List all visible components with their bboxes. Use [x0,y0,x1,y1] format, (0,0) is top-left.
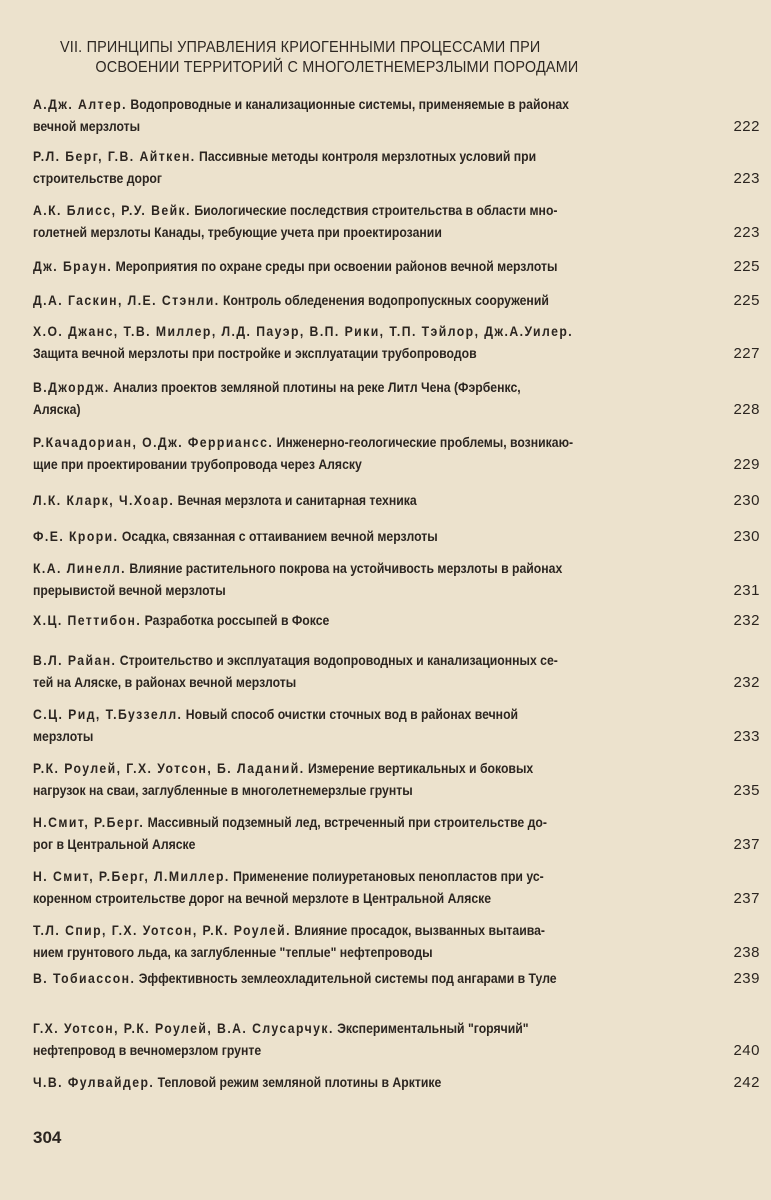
entry-title-part-1: Измерение вертикальных и боковых [307,761,534,776]
entry-title-part-2: строительстве дорог [33,171,162,186]
entry-first-line [33,146,536,168]
toc-entry [33,256,760,278]
entry-title-part-1: Осадка, связанная с оттаиванием вечной мерзлоты [121,529,438,544]
entry-title-part-1: Экспериментальный "горячий" [337,1021,529,1036]
toc-entry [33,758,760,802]
entry-first-line [33,1018,529,1040]
entry-first-line [33,920,545,942]
entry-title-part-2: голетней мерзлоты Канады, требующие учета при проектирозании [33,225,442,240]
entry-page-number: 240 [733,1042,760,1059]
entry-first-line [33,321,573,343]
entry-authors: Р.К. Роулей, Г.Х. Уотсон, Б. Ладаний. [33,761,305,776]
entry-authors: Р.Качадориан, О.Дж. Ферриансс. [33,435,274,450]
entry-title-part-1: Биологические последствия строительства в области мно- [194,203,558,218]
entry-line [33,610,760,632]
entry-first-line [33,866,544,888]
entry-title-part-1: Инженерно-геологические проблемы, возникаю- [276,435,574,450]
entry-page-number: 225 [733,258,760,275]
entry-line [33,321,760,343]
entry-line [33,704,760,726]
entry-first-line [33,1072,441,1094]
entry-page-number: 229 [733,456,760,473]
entry-first-line [33,200,557,222]
entry-page-number: 242 [733,1074,760,1091]
toc-entry [33,490,760,512]
section-heading [60,38,665,78]
entry-first-line [33,290,549,312]
entry-page-number: 233 [733,728,760,745]
entry-authors: В.Л. Райан. [33,653,117,668]
toc-entry [33,94,760,138]
entry-page-number: 237 [733,890,760,907]
entry-title-part-1: Строительство и эксплуатация водопроводных и канализационных се- [119,653,558,668]
entry-line [33,920,760,942]
entry-line [33,942,760,964]
entry-page-number: 227 [733,345,760,362]
toc-entry [33,526,760,548]
entry-authors: Д.А. Гаскин, Л.Е. Стэнли. [33,293,220,308]
entry-title-part-2: щие при проектировании трубопровода через Аляску [33,457,362,472]
entry-title-part-2: Аляска) [33,402,81,417]
entry-line [33,580,760,602]
entry-title-part-2: нагрузок на сваи, заглубленные в многолетнемерзлые грунты [33,783,413,798]
entry-line [33,94,760,116]
toc-entry [33,377,760,421]
entry-page-number: 223 [733,224,760,241]
section-title-line-1: VII. ПРИНЦИПЫ УПРАВЛЕНИЯ КРИОГЕННЫМИ ПРОЦЕССАМИ ПРИ [60,39,541,56]
entry-first-line [33,432,573,454]
entry-authors: В.Джордж. [33,380,110,395]
entry-authors: Т.Л. Спир, Г.Х. Уотсон, Р.К. Роулей. [33,923,291,938]
entry-page-number: 230 [733,492,760,509]
entry-line [33,650,760,672]
entry-title-part-1: Контроль обледенения водопропускных сооружений [222,293,549,308]
entry-authors: Л.К. Кларк, Ч.Хоар. [33,493,175,508]
entry-title-part-1: Влияние растительного покрова на устойчивость мерзлоты в районах [129,561,563,576]
entry-authors: Н.Смит, Р.Берг. [33,815,145,830]
toc-entry [33,968,760,990]
entry-line [33,526,760,548]
entry-line [33,558,760,580]
entry-line [33,812,760,834]
entry-first-line [33,610,329,632]
entry-title-part-2: нием грунтового льда, ка заглубленные "теплые" нефтепроводы [33,945,433,960]
entry-first-line [33,526,438,548]
entry-title-part-1: Тепловой режим земляной плотины в Арктике [157,1075,442,1090]
entry-line [33,399,760,421]
entry-title-part-1: Мероприятия по охране среды при освоении районов вечной мерзлоты [115,259,558,274]
toc-entry [33,290,760,312]
entry-title-part-1: Применение полиуретановых пенопластов при ус- [233,869,544,884]
toc-entry [33,812,760,856]
entry-first-line [33,968,557,990]
entry-authors: Х.О. Джанс, Т.В. Миллер, Л.Д. Пауэр, В.П. Рики, Т.П. Тэйлор, Дж.А.Уилер. [33,324,574,339]
entry-line [33,672,760,694]
entry-line [33,758,760,780]
toc-entry [33,920,760,964]
entry-title-part-1: Водопроводные и канализационные системы, применяемые в районах [130,97,569,112]
entry-page-number: 225 [733,292,760,309]
entry-authors: Ч.В. Фулвайдер. [33,1075,155,1090]
page-number: 304 [33,1128,62,1147]
entry-title-part-2: прерывистой вечной мерзлоты [33,583,226,598]
toc-entry [33,200,760,244]
entry-line [33,290,760,312]
toc-entry [33,558,760,602]
entry-authors: В. Тобиассон. [33,971,136,986]
entry-line [33,1040,760,1062]
toc-entry [33,146,760,190]
entry-line [33,343,760,365]
entry-title-part-2: мерзлоты [33,729,94,744]
entry-page-number: 230 [733,528,760,545]
entry-page-number: 238 [733,944,760,961]
entry-title-part-1: Пассивные методы контроля мерзлотных условий при [199,149,537,164]
toc-entry [33,1018,760,1062]
entry-title-part-1: Массивный подземный лед, встреченный при строительстве до- [147,815,547,830]
entry-page-number: 237 [733,836,760,853]
entry-title-part-2: коренном строительстве дорог на вечной мерзлоте в Центральной Аляске [33,891,492,906]
entry-line [33,780,760,802]
toc-entry [33,321,760,365]
entry-first-line [33,558,562,580]
entry-line [33,888,760,910]
entry-title-part-2: рог в Центральной Аляске [33,837,196,852]
entry-first-line [33,490,417,512]
entry-title-part-1: Эффективность землеохладительной системы под ангарами в Туле [138,971,557,986]
entry-line [33,1072,760,1094]
entry-page-number: 235 [733,782,760,799]
entry-first-line [33,812,547,834]
entry-line [33,866,760,888]
entry-first-line [33,377,521,399]
entry-first-line [33,758,533,780]
entry-line [33,377,760,399]
entry-authors: А.К. Блисс, Р.У. Вейк. [33,203,191,218]
entry-line [33,432,760,454]
toc-entry [33,650,760,694]
entry-authors: Х.Ц. Петтибон. [33,613,142,628]
entry-line [33,200,760,222]
entry-first-line [33,704,518,726]
entry-first-line [33,650,558,672]
entry-page-number: 232 [733,612,760,629]
entry-line [33,256,760,278]
entry-line [33,168,760,190]
entry-title-part-1: Разработка россыпей в Фоксе [144,613,330,628]
entry-authors: С.Ц. Рид, Т.Буззелл. [33,707,183,722]
entry-line [33,726,760,748]
entry-page-number: 228 [733,401,760,418]
entry-title-part-2: вечной мерзлоты [33,119,141,134]
entry-page-number: 232 [733,674,760,691]
entry-first-line [33,94,569,116]
entry-authors: К.А. Линелл. [33,561,127,576]
entry-line [33,222,760,244]
entry-authors: Н. Смит, Р.Берг, Л.Миллер. [33,869,230,884]
entry-title-part-1: Новый способ очистки сточных вод в районах вечной [185,707,519,722]
section-title-line-2: ОСВОЕНИИ ТЕРРИТОРИЙ С МНОГОЛЕТНЕМЕРЗЛЫМИ ПОРОДАМИ [95,59,579,76]
entry-title-part-2: Защита вечной мерзлоты при постройке и эксплуатации трубопроводов [33,346,477,361]
entry-line [33,1018,760,1040]
entry-authors: Р.Л. Берг, Г.В. Айткен. [33,149,196,164]
entry-line [33,834,760,856]
entry-title-part-2: нефтепровод в вечномерзлом грунте [33,1043,262,1058]
toc-entry [33,432,760,476]
entry-line [33,454,760,476]
entry-page-number: 222 [733,118,760,135]
entry-authors: Г.Х. Уотсон, Р.К. Роулей, В.А. Слусарчук. [33,1021,334,1036]
toc-entry [33,704,760,748]
entry-title-part-1: Влияние просадок, вызванных вытаива- [294,923,545,938]
entry-line [33,116,760,138]
entry-line [33,146,760,168]
entry-authors: Ф.Е. Крори. [33,529,119,544]
toc-entry [33,610,760,632]
entry-page-number: 223 [733,170,760,187]
entry-title-part-1: Вечная мерзлота и санитарная техника [177,493,417,508]
toc-entry [33,1072,760,1094]
entry-authors: А.Дж. Алтер. [33,97,127,112]
toc-entry [33,866,760,910]
entry-title-part-1: Анализ проектов земляной плотины на реке Литл Чена (Фэрбенкс, [113,380,521,395]
entry-first-line [33,256,557,278]
entry-title-part-2: тей на Аляске, в районах вечной мерзлоты [33,675,297,690]
entry-line [33,490,760,512]
entry-authors: Дж. Браун. [33,259,113,274]
entry-page-number: 231 [733,582,760,599]
entry-page-number: 239 [733,970,760,987]
entry-line [33,968,760,990]
